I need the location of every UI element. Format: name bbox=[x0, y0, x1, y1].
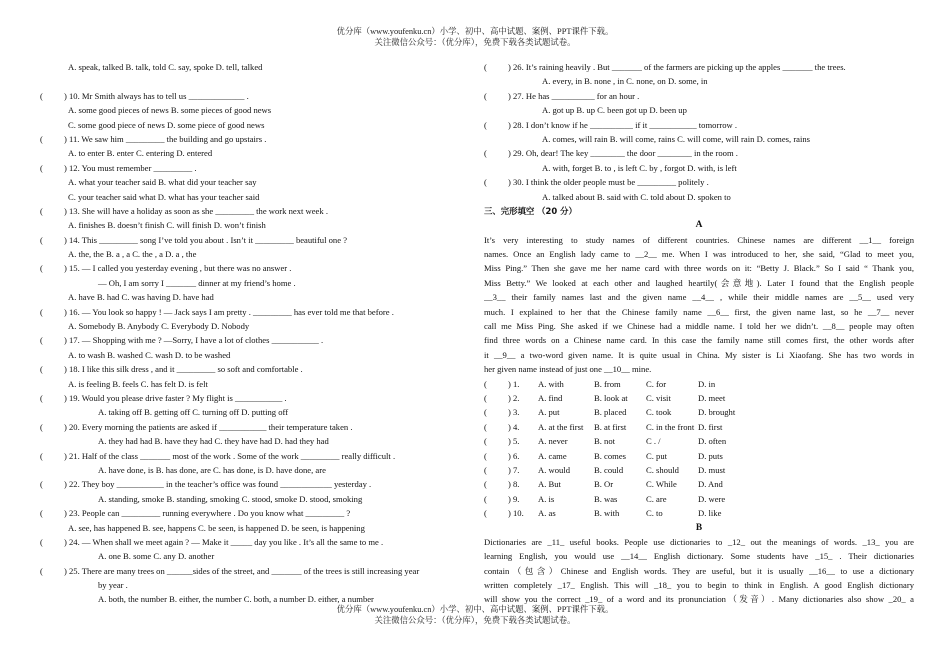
right-question bbox=[484, 89, 914, 103]
left-question bbox=[40, 132, 475, 146]
cloze-option: C. took bbox=[646, 407, 672, 418]
question-text: ) 28. I don’t know if he __________ if it ___________ tomorrow . bbox=[508, 119, 737, 130]
answer-bracket: ( bbox=[484, 392, 487, 403]
question-text: ) 14. This _________ song I’ve told you about . Isn’t it _________ beautiful one ? bbox=[64, 234, 348, 245]
right-options: A. talked about B. said with C. told about D. spoken to bbox=[542, 191, 731, 202]
cloze-option: C. to bbox=[646, 508, 663, 519]
left-question bbox=[40, 333, 475, 347]
passage-line: much. I explained to her that the Chinese family name __6__ first, the given name last, so he __7__ never bbox=[484, 306, 914, 317]
answer-bracket: ( bbox=[40, 335, 43, 346]
left-options: A. what your teacher said B. what did your teacher say bbox=[68, 177, 257, 188]
answer-bracket: ( bbox=[40, 421, 43, 432]
cloze-option: C. in the front bbox=[646, 421, 695, 432]
cloze-option: A. never bbox=[538, 436, 568, 447]
answer-bracket: ( bbox=[40, 234, 43, 245]
left-options: A. to wash B. washed C. wash D. to be washed bbox=[68, 349, 231, 360]
cloze-option: C. While bbox=[646, 479, 677, 490]
answer-bracket: ( bbox=[484, 479, 487, 490]
answer-bracket: ( bbox=[484, 421, 487, 432]
question-text: ) 22. They boy ___________ in the teacher’s office was found ____________ yesterday . bbox=[64, 479, 372, 490]
passage-line: learning English, you would use __14__ English dictionary. Some students have _15_ . Their dictionaries bbox=[484, 551, 914, 562]
left-options: C. some good piece of news D. some piece of good news bbox=[68, 119, 265, 130]
left-question bbox=[40, 204, 475, 218]
passage-a bbox=[484, 233, 914, 377]
left-options: A. the, the B. a , a C. the , a D. a , the bbox=[68, 249, 197, 260]
cloze-number: ) 2. bbox=[508, 392, 520, 403]
right-options: A. comes, will rain B. will come, rains C. will come, will rain D. comes, rains bbox=[542, 133, 811, 144]
question-text: ) 20. Every morning the patients are asked if ___________ their temperature taken . bbox=[64, 421, 353, 432]
right-options: A. with, forget B. to , is left C. by , forgot D. with, is left bbox=[542, 162, 737, 173]
cloze-option: D. often bbox=[698, 436, 727, 447]
cloze-number: ) 5. bbox=[508, 436, 520, 447]
right-question bbox=[484, 175, 914, 189]
question-text: ) 15. — I called you yesterday evening , but there was no answer . bbox=[64, 263, 292, 274]
section-3-heading: 三、完形填空 （20 分） bbox=[484, 205, 577, 216]
passage-b-title: B bbox=[695, 522, 703, 533]
cloze-option: D. meet bbox=[698, 392, 726, 403]
question-text: ) 13. She will have a holiday as soon as she _________ the work next week . bbox=[64, 205, 328, 216]
left-options: A. to enter B. enter C. entering D. entered bbox=[68, 148, 213, 159]
cloze-question bbox=[484, 377, 914, 391]
left-column bbox=[40, 60, 475, 607]
left-options: A. speak, talked B. talk, told C. say, spoke D. tell, talked bbox=[68, 62, 263, 72]
left-question bbox=[40, 305, 475, 319]
answer-bracket: ( bbox=[40, 364, 43, 375]
cloze-question bbox=[484, 492, 914, 506]
question-text: ) 16. — You look so happy ! — Jack says I am pretty . _________ has ever told me that before . bbox=[64, 306, 394, 317]
answer-bracket: ( bbox=[40, 508, 43, 519]
left-question bbox=[40, 506, 475, 520]
passage-line: written completely _17_ English. This will _18_ you to begin to think in English. A good English dictionary bbox=[484, 580, 914, 591]
cloze-option: A. put bbox=[538, 407, 560, 418]
left-options: A. some good pieces of news B. some pieces of good news bbox=[68, 105, 272, 116]
cloze-option: D. were bbox=[698, 493, 726, 504]
cloze-option: B. look at bbox=[594, 392, 628, 403]
passage-b bbox=[484, 535, 914, 607]
cloze-option: A. would bbox=[538, 464, 570, 475]
left-question bbox=[40, 477, 475, 491]
passage-line: Dictionaries are _11_ useful books. People use dictionaries to _12_ out the meanings of words. _13_ you are bbox=[484, 536, 914, 547]
right-column bbox=[484, 60, 914, 607]
cloze-option: B. comes bbox=[594, 450, 626, 461]
question-text: ) 29. Oh, dear! The key ________ the door ________ in the room . bbox=[508, 148, 738, 159]
answer-bracket: ( bbox=[484, 493, 487, 504]
cloze-question bbox=[484, 449, 914, 463]
left-options: — Oh, I am sorry I _______ dinner at my friend’s home . bbox=[98, 277, 296, 288]
page-header bbox=[0, 27, 950, 48]
passage-line: names. Once an English lady came to __2__ me. When I was introduced to her, she said, “Glad to meet you, bbox=[484, 249, 914, 260]
passage-line: It’s very interesting to study names of different countries. Chinese names are different __1__ foreign bbox=[484, 234, 914, 245]
cloze-option: A. find bbox=[538, 392, 563, 403]
question-text: ) 26. It’s raining heavily . But _______ of the farmers are picking up the apples _______ the trees. bbox=[508, 62, 846, 72]
passage-line: it __9__ a two-word given name. It is quite usual in China. My sister is Li Xiaofang. She has two words in bbox=[484, 349, 914, 360]
cloze-option: A. at the first bbox=[538, 421, 584, 432]
cloze-question bbox=[484, 463, 914, 477]
left-options: C. your teacher said what D. what has your teacher said bbox=[68, 191, 260, 202]
answer-bracket: ( bbox=[484, 450, 487, 461]
cloze-question bbox=[484, 391, 914, 405]
question-text: ) 24. — When shall we meet again ? — Make it _____ day you like . It’s all the same to me . bbox=[64, 536, 384, 547]
cloze-number: ) 4. bbox=[508, 421, 520, 432]
answer-bracket: ( bbox=[40, 263, 43, 274]
left-question bbox=[40, 89, 475, 103]
left-options: A. they had had B. have they had C. they have had D. had they had bbox=[98, 436, 329, 447]
footer-line-2: 关注微信公众号：（优分库），免费下载各类试题试卷。 bbox=[374, 615, 576, 625]
left-question bbox=[40, 449, 475, 463]
cloze-number: ) 9. bbox=[508, 493, 520, 504]
left-options: A. see, has happened B. see, happens C. be seen, is happened D. be seen, is happening bbox=[68, 522, 365, 533]
cloze-option: A. came bbox=[538, 450, 567, 461]
cloze-option: C. put bbox=[646, 450, 668, 461]
cloze-option: A. is bbox=[538, 493, 555, 504]
left-question bbox=[40, 261, 475, 275]
question-text: ) 21. Half of the class _______ most of the work . Some of the work _________ really difficult . bbox=[64, 450, 396, 461]
cloze-question bbox=[484, 506, 914, 520]
cloze-option: D. brought bbox=[698, 407, 736, 418]
header-line-1: 优分库（www.youfenku.cn）小学、初中、高中试题、案例、PPT课件下载。 bbox=[336, 27, 614, 36]
left-question bbox=[40, 233, 475, 247]
question-text: ) 10. Mr Smith always has to tell us _____________ . bbox=[64, 90, 249, 101]
cloze-option: D. first bbox=[698, 421, 723, 432]
passage-line: call me Miss Ping. She asked if we Chinese had a middle name. I told her we didn’t. __8__ people may often bbox=[484, 321, 914, 332]
cloze-option: B. with bbox=[594, 508, 620, 519]
question-text: ) 30. I think the older people must be _________ politely . bbox=[508, 177, 709, 188]
passage-line: Miss Betty.” We looked at each other and laughed heartily(会意地). Later I found that the English people bbox=[484, 277, 914, 288]
left-question bbox=[40, 535, 475, 549]
cloze-number: ) 6. bbox=[508, 450, 520, 461]
answer-bracket: ( bbox=[40, 306, 43, 317]
cloze-number: ) 3. bbox=[508, 407, 520, 418]
question-text: ) 23. People can _________ running everywhere . Do you know what _________ ? bbox=[64, 508, 351, 519]
cloze-option: C . / bbox=[646, 436, 661, 447]
answer-bracket: ( bbox=[484, 436, 487, 447]
left-options: A. is feeling B. feels C. has felt D. is felt bbox=[68, 378, 208, 389]
page-footer bbox=[0, 605, 950, 626]
right-question bbox=[484, 118, 914, 132]
question-text: ) 25. There are many trees on ______sides of the street, and _______ of the trees is still increasing year bbox=[64, 565, 420, 576]
question-text: ) 27. He has __________ for an hour . bbox=[508, 90, 640, 101]
left-options: A. have done, is B. has done, are C. has done, is D. have done, are bbox=[98, 464, 326, 475]
answer-bracket: ( bbox=[40, 536, 43, 547]
cloze-option: D. And bbox=[698, 479, 723, 490]
answer-bracket: ( bbox=[40, 205, 43, 216]
cloze-option: B. Or bbox=[594, 479, 614, 490]
answer-bracket: ( bbox=[484, 378, 487, 389]
cloze-option: B. placed bbox=[594, 407, 627, 418]
answer-bracket: ( bbox=[484, 119, 487, 130]
answer-bracket: ( bbox=[40, 133, 43, 144]
left-question bbox=[40, 391, 475, 405]
cloze-option: C. visit bbox=[646, 392, 671, 403]
cloze-number: ) 8. bbox=[508, 479, 520, 490]
left-options: A. one B. some C. any D. another bbox=[98, 551, 215, 562]
cloze-option: A. But bbox=[538, 479, 561, 490]
cloze-option: B. at first bbox=[594, 421, 627, 432]
question-text: ) 19. Would you please drive faster ? My flight is ___________ . bbox=[64, 392, 287, 403]
cloze-number: ) 10. bbox=[508, 508, 524, 519]
answer-bracket: ( bbox=[484, 148, 487, 159]
left-question bbox=[40, 161, 475, 175]
answer-bracket: ( bbox=[40, 392, 43, 403]
question-text: ) 11. We saw him _________ the building and go upstairs . bbox=[64, 133, 267, 144]
right-question bbox=[484, 60, 914, 74]
cloze-option: C. should bbox=[646, 464, 679, 475]
cloze-option: B. was bbox=[594, 493, 618, 504]
left-options: A. Somebody B. Anybody C. Everybody D. Nobody bbox=[68, 321, 250, 332]
left-question bbox=[40, 420, 475, 434]
passage-a-title: A bbox=[695, 220, 703, 231]
passage-line: her given name instead of just one __10__ mine. bbox=[484, 364, 652, 375]
left-options: A. finishes B. doesn’t finish C. will finish D. won’t finish bbox=[68, 220, 266, 231]
cloze-option: C. for bbox=[646, 378, 667, 389]
left-options: by year . bbox=[98, 580, 128, 591]
answer-bracket: ( bbox=[484, 407, 487, 418]
cloze-option: D. must bbox=[698, 464, 726, 475]
answer-bracket: ( bbox=[40, 479, 43, 490]
passage-line: contain（包含）Chinese and English words. They are useful, but it is usually __16__ to use a dictionary bbox=[484, 565, 914, 576]
cloze-option: A. as bbox=[538, 508, 556, 519]
right-options: A. every, in B. none , in C. none, on D. some, in bbox=[542, 76, 708, 87]
right-question bbox=[484, 146, 914, 160]
cloze-question bbox=[484, 405, 914, 419]
passage-line: will show you the correct _19_ of a word and its pronunciation（发音）. Many dictionaries also show _20_ a bbox=[484, 594, 914, 605]
answer-bracket: ( bbox=[484, 90, 487, 101]
cloze-question bbox=[484, 434, 914, 448]
answer-bracket: ( bbox=[40, 450, 43, 461]
passage-line: __3__ their family names last and the given name __4__ , while their middle names are __5__ used very bbox=[484, 292, 914, 303]
cloze-number: ) 1. bbox=[508, 378, 520, 389]
answer-bracket: ( bbox=[40, 565, 43, 576]
passage-line: Miss Ping.” Then she gave me her name card with three words on it: “Betty J. Black.” So I said “ Thank you, bbox=[484, 263, 914, 274]
cloze-number: ) 7. bbox=[508, 464, 520, 475]
cloze-question bbox=[484, 420, 914, 434]
right-options: A. got up B. up C. been got up D. been up bbox=[542, 105, 687, 116]
cloze-option: B. not bbox=[594, 436, 616, 447]
left-question bbox=[40, 362, 475, 376]
answer-bracket: ( bbox=[484, 62, 487, 72]
passage-line: find three words on a Chinese name card. In this case the family name still comes first, the other words after bbox=[484, 335, 914, 346]
cloze-option: B. from bbox=[594, 378, 621, 389]
spacer bbox=[40, 74, 475, 88]
cloze-option: C. are bbox=[646, 493, 667, 504]
answer-bracket: ( bbox=[40, 90, 43, 101]
left-options: A. both, the number B. either, the number C. both, a number D. either, a number bbox=[98, 594, 374, 605]
answer-bracket: ( bbox=[484, 464, 487, 475]
answer-bracket: ( bbox=[484, 177, 487, 188]
answer-bracket: ( bbox=[40, 162, 43, 173]
answer-bracket: ( bbox=[484, 508, 487, 519]
cloze-option: A. with bbox=[538, 378, 564, 389]
cloze-option: D. like bbox=[698, 508, 722, 519]
question-text: ) 18. I like this silk dress , and it _________ so soft and comfortable . bbox=[64, 364, 303, 375]
cloze-option: D. puts bbox=[698, 450, 723, 461]
question-text: ) 17. — Shopping with me ? —Sorry, I have a lot of clothes ___________ . bbox=[64, 335, 324, 346]
left-options: A. standing, smoke B. standing, smoking C. stood, smoke D. stood, smoking bbox=[98, 493, 363, 504]
left-options: A. taking off B. getting off C. turning off D. putting off bbox=[98, 407, 289, 418]
footer-line-1: 优分库（www.youfenku.cn）小学、初中、高中试题、案例、PPT课件下载。 bbox=[336, 605, 614, 614]
left-options: A. have B. had C. was having D. have had bbox=[68, 292, 214, 303]
cloze-option: B. could bbox=[594, 464, 624, 475]
question-text: ) 12. You must remember _________ . bbox=[64, 162, 197, 173]
header-line-2: 关注微信公众号：（优分库），免费下载各类试题试卷。 bbox=[374, 37, 576, 47]
left-question bbox=[40, 564, 475, 578]
cloze-option: D. in bbox=[698, 378, 716, 389]
cloze-question bbox=[484, 477, 914, 491]
